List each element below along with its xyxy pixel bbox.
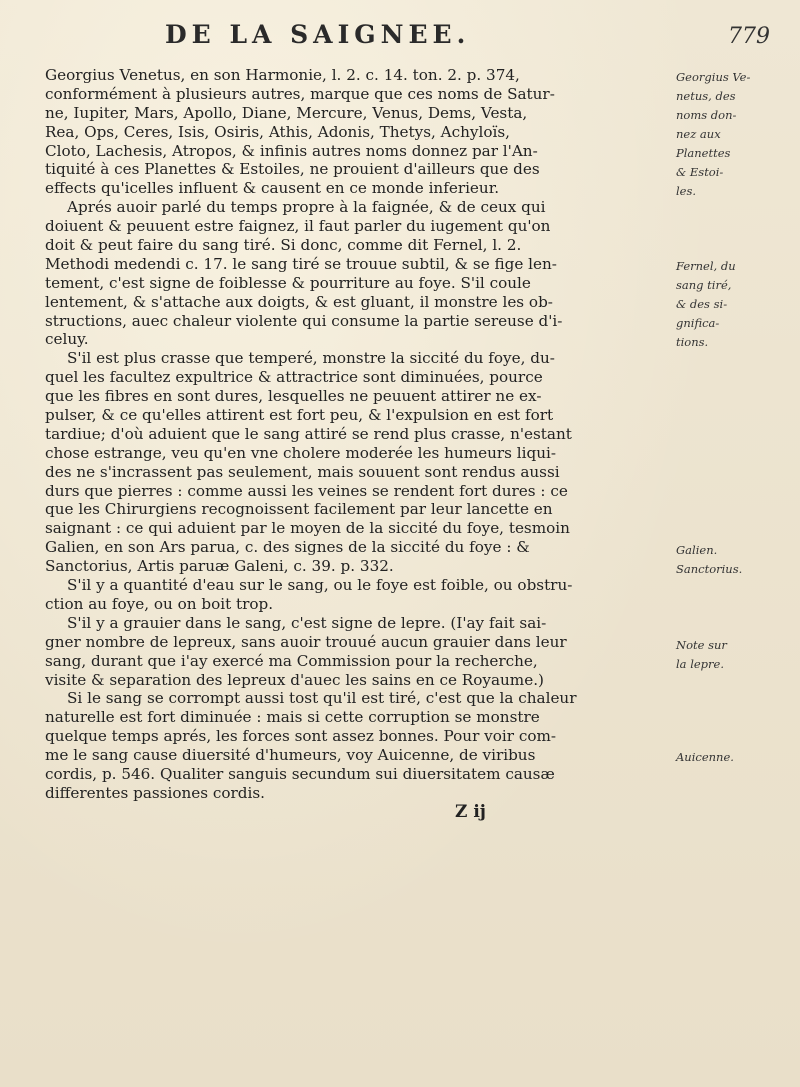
- text-line: conformément à plusieurs autres, marque que ces noms de Satur-: [45, 84, 555, 103]
- text-line: cordis, p. 546. Qualiter sanguis secundum sui diuersitatem causæ: [45, 764, 555, 783]
- text-line: pulser, & ce qu'elles attirent est fort peu, & l'expulsion en est fort: [45, 406, 554, 425]
- text-line: tiquité à ces Planettes & Estoiles, ne prouient d'ailleurs que des: [45, 160, 540, 179]
- text-line: durs que pierres : comme aussi les veines se rendent fort dures : ce: [45, 481, 568, 500]
- text-line: lentement, & s'attache aux doigts, & est gluant, il monstre les ob-: [45, 292, 553, 311]
- text-line: naturelle est fort diminuée : mais si cette corruption se monstre: [45, 708, 540, 727]
- text-line: ction au foye, ou on boit trop.: [45, 594, 274, 613]
- margin-note: sang tiré,: [676, 278, 732, 292]
- margin-note: Sanctorius.: [676, 562, 743, 576]
- margin-note: tions.: [676, 335, 709, 349]
- running-head: DE LA SAIGNEE.: [165, 20, 471, 49]
- text-line: structions, auec chaleur violente qui consume la partie sereuse d'i-: [45, 311, 563, 330]
- text-line: Methodi medendi c. 17. le sang tiré se trouue subtil, & se fige len-: [45, 254, 557, 273]
- margin-note: Galien.: [676, 543, 718, 557]
- text-line: effects qu'icelles influent & causent en ce monde inferieur.: [45, 179, 500, 198]
- text-line: chose estrange, veu qu'en vne cholere moderée les humeurs liqui-: [45, 443, 556, 462]
- text-line: S'il est plus crasse que temperé, monstre la siccité du foye, du-: [67, 349, 555, 368]
- margin-note: nez aux: [676, 127, 721, 141]
- text-line: doiuent & peuuent estre faignez, il faut parler du iugement qu'on: [45, 217, 551, 236]
- text-line: Cloto, Lachesis, Atropos, & infinis autres noms donnez par l'An-: [45, 141, 538, 160]
- margin-note: Note sur: [676, 638, 727, 652]
- margin-note: & Estoi-: [676, 165, 724, 179]
- text-line: Sanctorius, Artis paruæ Galeni, c. 39. p. 332.: [45, 557, 394, 576]
- text-line: tement, c'est signe de foiblesse & pourriture au foye. S'il coule: [45, 273, 531, 292]
- text-line: que les fibres en sont dures, lesquelles ne peuuent attirer ne ex-: [45, 387, 542, 406]
- page-number: 779: [728, 24, 770, 49]
- margin-note: noms don-: [676, 108, 737, 122]
- margin-note: Georgius Ve-: [676, 70, 751, 84]
- page-header: [90, 20, 770, 56]
- text-line: Rea, Ops, Ceres, Isis, Osiris, Athis, Adonis, Thetys, Achyloïs,: [45, 122, 510, 141]
- text-line: gner nombre de lepreux, sans auoir trouué aucun grauier dans leur: [45, 632, 567, 651]
- signature-mark: Z ij: [455, 802, 486, 822]
- margin-note: & des si-: [676, 297, 728, 311]
- text-line: celuy.: [45, 330, 89, 349]
- text-line: sang, durant que i'ay exercé ma Commission pour la recherche,: [45, 651, 538, 670]
- margin-note: les.: [676, 184, 697, 198]
- margin-note: gnifica-: [676, 316, 720, 330]
- text-line: differentes passiones cordis.: [45, 783, 265, 802]
- text-line: Galien, en son Ars parua, c. des signes de la siccité du foye : &: [45, 538, 530, 557]
- text-line: doit & peut faire du sang tiré. Si donc, comme dit Fernel, l. 2.: [45, 236, 522, 255]
- margin-note: Fernel, du: [676, 259, 736, 273]
- margin-note: Auicenne.: [676, 750, 734, 764]
- text-line: des ne s'incrassent pas seulement, mais souuent sont rendus aussi: [45, 462, 560, 481]
- text-line: Aprés auoir parlé du temps propre à la faignée, & de ceux qui: [67, 198, 546, 217]
- margin-note: Planettes: [676, 146, 731, 160]
- text-line: tardiue; d'où aduient que le sang attiré se rend plus crasse, n'estant: [45, 424, 572, 443]
- text-line: que les Chirurgiens recognoissent facilement par leur lancette en: [45, 500, 553, 519]
- margin-note: la lepre.: [676, 657, 724, 671]
- text-line: S'il y a quantité d'eau sur le sang, ou le foye est foible, ou obstru-: [67, 576, 573, 595]
- main-text-column: [45, 66, 670, 822]
- text-line: Georgius Venetus, en son Harmonie, l. 2. c. 14. ton. 2. p. 374,: [45, 66, 520, 84]
- text-line: quelque temps aprés, les forces sont assez bonnes. Pour voir com-: [45, 727, 557, 746]
- text-line: me le sang cause diuersité d'humeurs, voy Auicenne, de viribus: [45, 746, 536, 765]
- text-line: Si le sang se corrompt aussi tost qu'il est tiré, c'est que la chaleur: [67, 689, 577, 708]
- text-line: ne, Iupiter, Mars, Apollo, Diane, Mercure, Venus, Dems, Vesta,: [45, 103, 528, 122]
- text-line: visite & separation des lepreux d'auec les sains en ce Royaume.): [45, 670, 544, 689]
- text-line: S'il y a grauier dans le sang, c'est signe de lepre. (I'ay fait sai-: [67, 613, 547, 632]
- text-line: quel les facultez expultrice & attractrice sont diminuées, pource: [45, 368, 543, 387]
- margin-note: netus, des: [676, 89, 736, 103]
- text-line: saignant : ce qui aduient par le moyen de la siccité du foye, tesmoin: [45, 519, 570, 538]
